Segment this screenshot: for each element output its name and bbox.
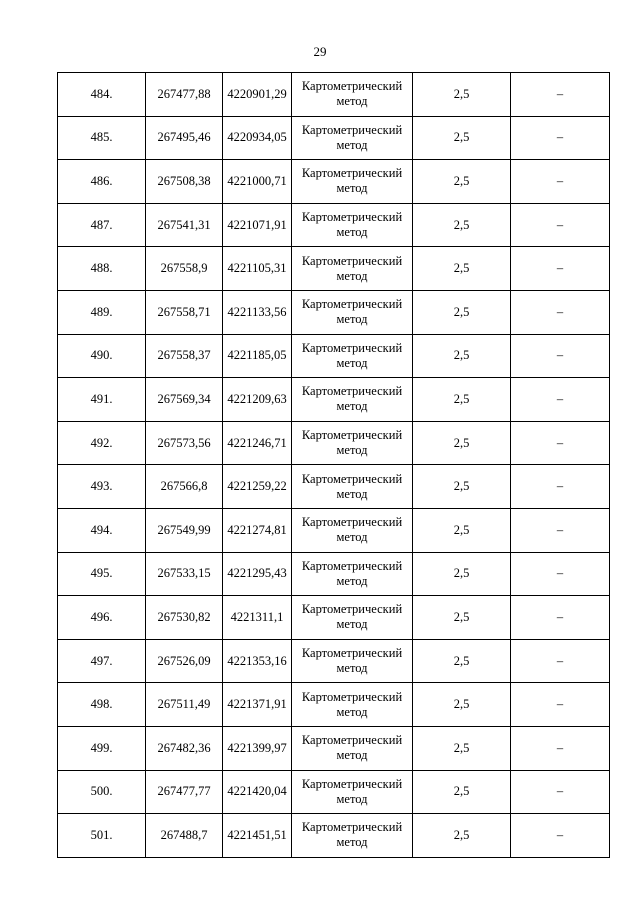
coordinate-y: 4221274,81 [223,508,292,552]
point-number: 492. [58,421,146,465]
point-number: 498. [58,683,146,727]
coordinate-x: 267533,15 [146,552,223,596]
coordinate-y: 4221311,1 [223,596,292,640]
accuracy-value: 2,5 [413,770,511,814]
accuracy-value: 2,5 [413,378,511,422]
determination-method: Картометрический метод [292,726,413,770]
point-number: 499. [58,726,146,770]
coordinate-y: 4221371,91 [223,683,292,727]
coordinate-x: 267566,8 [146,465,223,509]
coordinate-x: 267530,82 [146,596,223,640]
coordinate-y: 4221259,22 [223,465,292,509]
accuracy-value: 2,5 [413,334,511,378]
coordinate-y: 4220901,29 [223,73,292,117]
table-row [58,203,610,247]
note-value: – [511,596,610,640]
point-number: 496. [58,596,146,640]
accuracy-value: 2,5 [413,116,511,160]
accuracy-value: 2,5 [413,421,511,465]
table-row [58,770,610,814]
determination-method: Картометрический метод [292,203,413,247]
accuracy-value: 2,5 [413,203,511,247]
note-value: – [511,160,610,204]
note-value: – [511,508,610,552]
note-value: – [511,116,610,160]
coordinates-table-body [58,73,610,858]
determination-method: Картометрический метод [292,639,413,683]
coordinate-x: 267488,7 [146,814,223,858]
point-number: 500. [58,770,146,814]
coordinate-x: 267573,56 [146,421,223,465]
coordinate-y: 4221071,91 [223,203,292,247]
note-value: – [511,421,610,465]
table-row [58,334,610,378]
determination-method: Картометрический метод [292,247,413,291]
determination-method: Картометрический метод [292,160,413,204]
note-value: – [511,247,610,291]
table-row [58,814,610,858]
table-row [58,552,610,596]
table-row [58,508,610,552]
note-value: – [511,203,610,247]
note-value: – [511,814,610,858]
point-number: 493. [58,465,146,509]
coordinates-table [57,72,610,858]
accuracy-value: 2,5 [413,160,511,204]
point-number: 501. [58,814,146,858]
accuracy-value: 2,5 [413,596,511,640]
point-number: 495. [58,552,146,596]
coordinate-x: 267511,49 [146,683,223,727]
coordinate-x: 267569,34 [146,378,223,422]
note-value: – [511,290,610,334]
table-row [58,116,610,160]
determination-method: Картометрический метод [292,290,413,334]
point-number: 489. [58,290,146,334]
accuracy-value: 2,5 [413,247,511,291]
determination-method: Картометрический метод [292,552,413,596]
point-number: 487. [58,203,146,247]
coordinate-y: 4221133,56 [223,290,292,334]
coordinate-y: 4221246,71 [223,421,292,465]
table-row [58,73,610,117]
determination-method: Картометрический метод [292,814,413,858]
coordinate-x: 267558,37 [146,334,223,378]
coordinate-x: 267558,9 [146,247,223,291]
note-value: – [511,465,610,509]
coordinate-y: 4221185,05 [223,334,292,378]
table-row [58,596,610,640]
coordinate-y: 4220934,05 [223,116,292,160]
table-row [58,726,610,770]
point-number: 497. [58,639,146,683]
table-row [58,465,610,509]
coordinate-x: 267477,77 [146,770,223,814]
determination-method: Картометрический метод [292,770,413,814]
note-value: – [511,639,610,683]
determination-method: Картометрический метод [292,116,413,160]
accuracy-value: 2,5 [413,726,511,770]
accuracy-value: 2,5 [413,290,511,334]
coordinate-y: 4221451,51 [223,814,292,858]
accuracy-value: 2,5 [413,552,511,596]
page-number: 29 [313,44,327,59]
coordinate-x: 267549,99 [146,508,223,552]
determination-method: Картометрический метод [292,378,413,422]
determination-method: Картометрический метод [292,465,413,509]
note-value: – [511,770,610,814]
point-number: 488. [58,247,146,291]
determination-method: Картометрический метод [292,508,413,552]
point-number: 494. [58,508,146,552]
accuracy-value: 2,5 [413,73,511,117]
coordinate-x: 267541,31 [146,203,223,247]
table-row [58,639,610,683]
accuracy-value: 2,5 [413,683,511,727]
determination-method: Картометрический метод [292,596,413,640]
note-value: – [511,683,610,727]
table-row [58,290,610,334]
point-number: 490. [58,334,146,378]
coordinate-y: 4221353,16 [223,639,292,683]
determination-method: Картометрический метод [292,683,413,727]
coordinate-x: 267526,09 [146,639,223,683]
accuracy-value: 2,5 [413,639,511,683]
note-value: – [511,378,610,422]
coordinate-x: 267495,46 [146,116,223,160]
determination-method: Картометрический метод [292,73,413,117]
point-number: 484. [58,73,146,117]
coordinate-y: 4221399,97 [223,726,292,770]
note-value: – [511,552,610,596]
accuracy-value: 2,5 [413,814,511,858]
coordinate-y: 4221000,71 [223,160,292,204]
coordinate-y: 4221105,31 [223,247,292,291]
accuracy-value: 2,5 [413,508,511,552]
coordinate-y: 4221209,63 [223,378,292,422]
coordinate-x: 267558,71 [146,290,223,334]
coordinate-x: 267508,38 [146,160,223,204]
table-row [58,421,610,465]
point-number: 485. [58,116,146,160]
point-number: 491. [58,378,146,422]
coordinate-y: 4221295,43 [223,552,292,596]
table-row [58,683,610,727]
accuracy-value: 2,5 [413,465,511,509]
table-row [58,247,610,291]
table-row [58,160,610,204]
determination-method: Картометрический метод [292,334,413,378]
note-value: – [511,334,610,378]
table-row [58,378,610,422]
point-number: 486. [58,160,146,204]
coordinate-x: 267477,88 [146,73,223,117]
determination-method: Картометрический метод [292,421,413,465]
coordinate-y: 4221420,04 [223,770,292,814]
note-value: – [511,726,610,770]
coordinate-x: 267482,36 [146,726,223,770]
note-value: – [511,73,610,117]
